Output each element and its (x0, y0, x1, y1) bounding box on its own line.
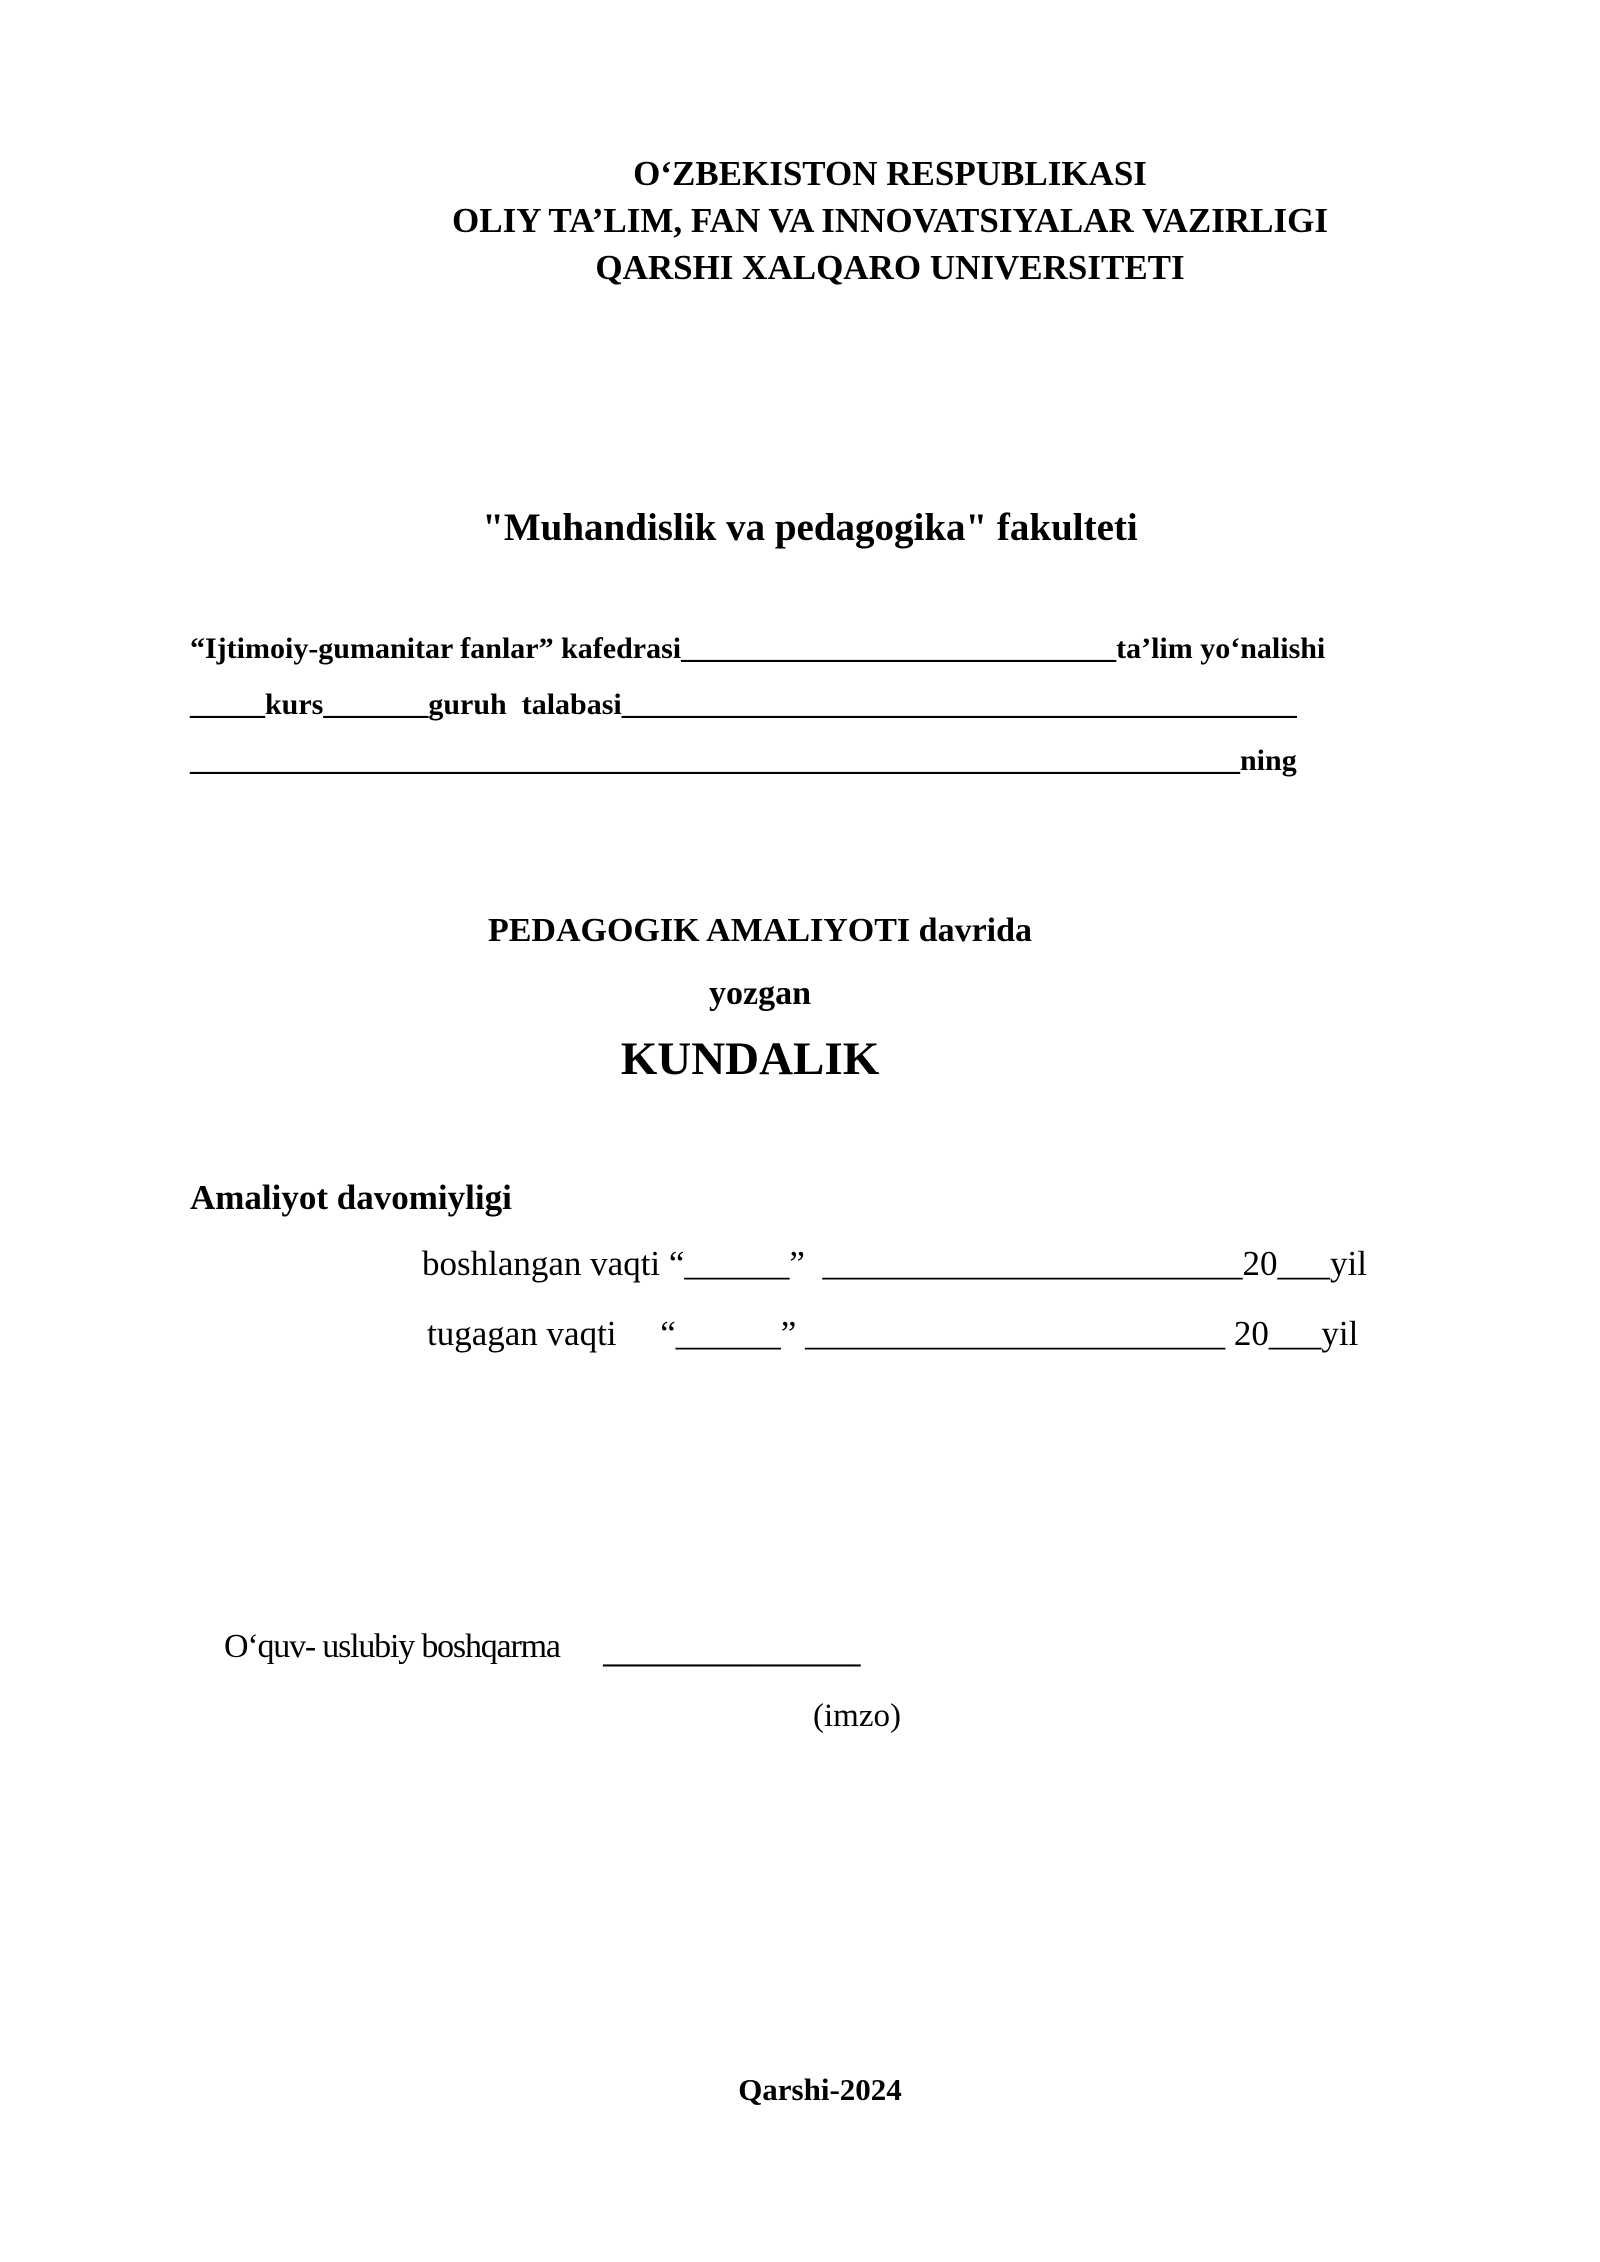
header-line-university: QARSHI XALQARO UNIVERSITETI (595, 248, 1185, 287)
signature-line: ------------------------------------------- (602, 1651, 860, 1677)
practice-duration-label: Amaliyot davomiyligi (190, 1178, 512, 1217)
practice-start-date: boshlangan vaqti “______” ________________________20___yil (422, 1244, 1367, 1283)
student-info-line-department: “Ijtimoiy-gumanitar fanlar” kafedrasi_____________________________ta’lim yo‘nalishi (190, 632, 1326, 665)
signature-label: O‘quv- uslubiy boshqarma (224, 1628, 560, 1665)
header-line-country: O‘ZBEKISTON RESPUBLIKASI (633, 154, 1147, 193)
header-line-ministry: OLIY TA’LIM, FAN VA INNOVATSIYALAR VAZIRLIGI (452, 201, 1328, 240)
diary-title-written: yozgan (709, 975, 811, 1012)
city-year: Qarshi-2024 (738, 2072, 902, 2107)
practice-end-date: tugagan vaqti “______” ________________________ 20___yil (427, 1314, 1359, 1353)
diary-title-practice: PEDAGOGIK AMALIYOTI davrida (487, 912, 1033, 949)
diary-title-main: KUNDALIK (620, 1033, 880, 1085)
signature-caption: (imzo) (813, 1698, 901, 1734)
faculty-title: "Muhandislik va pedagogika" fakulteti (482, 506, 1138, 549)
student-info-line-name: ______________________________________________________________________ning (190, 744, 1297, 777)
student-info-line-course-group: _____kurs_______guruh talabasi_____________________________________________ (190, 688, 1297, 721)
